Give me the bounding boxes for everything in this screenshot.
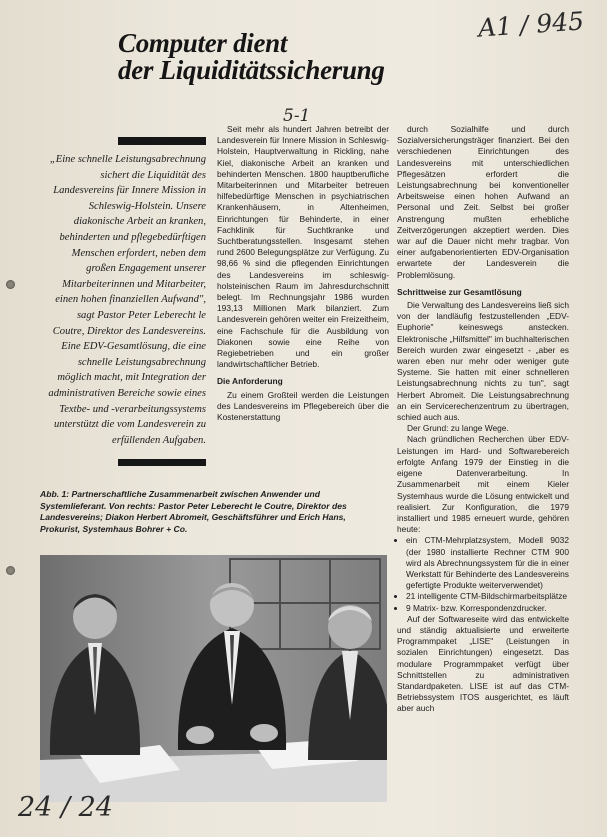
- lead-bottom-bar: [118, 459, 206, 466]
- lead-top-bar: [118, 137, 206, 145]
- body-paragraph: Der Grund: zu lange Wege.: [407, 423, 509, 434]
- body-paragraph: Die Verwaltung des Landesvereins ließ sich von der landläufig festzustellenden „EDV-Euphorie" keineswegs anstecken. Elektronische „Hilfsmittel" im buchhalterischen Bereich wurden zwar eingesetzt - „aber es waren eben nur mehr oder weniger gute Systeme. Sie hatten mit einer schnelleren Leistungsabrechnung nichts zu tun", sagt Herbert Abromeit. Die Leistungsabrechnung an ein Servicerechenzentrum zu übertragen, schied auch aus.: [397, 300, 570, 423]
- body-paragraph: Zu einem Großteil werden die Leistungen des Landesvereins im Pflegebereich über die Kostenerstattung: [217, 389, 389, 423]
- article-column-3: [397, 124, 569, 715]
- body-paragraph: durch Sozialhilfe und durch Sozialversicherungsträger finanziert. Bei den verschiedenen Einrichtungen des Landesvereins mit unterschiedlichen Pflegesätzen erfordert die Leistungsabrechnung bei konventioneller Arbeitsweise einen hohen Aufwand an Personal und Zeit. Selbst bei großer Anstrengung mußten erhebliche Zeitverzögerungen akzeptiert werden. Dies war auf die Dauer nicht mehr tragbar. Von einer aufgabenorientierten EDV-Organisation erwartete der Landesverein die Problemlösung.: [397, 124, 569, 280]
- section-heading: Schrittweise zur Gesamtlösung: [397, 286, 522, 297]
- list-item: • 21 intelligente CTM-Bildschirmarbeitsplätze: [406, 591, 569, 602]
- configuration-list: [397, 535, 569, 613]
- photo-illustration: [40, 555, 387, 802]
- lead-paragraph: „Eine schnelle Leistungsabrechnung sichert die Liquidität des Landesvereins für Innere Mission in Schleswig-Holstein. Unsere diakonische Arbeit an kranken, behinderten und pflegebedürftigen Menschen erfordert, neben dem großen Engagement unserer Mitarbeiterinnen und Mitarbeiter, einen hohen finanziellen Aufwand", sagt Pastor Peter Leberecht le Coutre, Direktor des Landesvereins. Eine EDV-Gesamtlösung, die eine schnelle Leistungsabrechnung möglich macht, mit Integration der administrativen Bereiche sowie eines Textbe- und -verarbeitungssystems unterstützt die vom Landesverein zu erfüllenden Aufgaben.: [48, 154, 206, 446]
- title-line-1: Computer dient: [118, 28, 288, 58]
- handwritten-mark: 5-1: [283, 106, 311, 126]
- punch-hole: [6, 280, 15, 289]
- body-paragraph: Nach gründlichen Recherchen über EDV-Leistungen im Hard- und Softwarebereich erfolgte Anfang 1979 der Einstieg in die eigene Datenverarbeitung. In Zusammenarbeit mit einem Kieler Systemhaus wurde die Lösung entwickelt und realisiert. Zur Konfiguration, die 1979 installiert und 1985 erneuert wurde, gehören heute:: [397, 434, 569, 535]
- punch-hole: [6, 566, 15, 575]
- section-heading: Die Anforderung: [217, 376, 283, 387]
- photo-caption: Abb. 1: Partnerschaftliche Zusammenarbeit zwischen Anwender und Systemlieferant. Von rechts: Pastor Peter Leberecht le Coutre, Direktor des Landesvereins; Diakon Herbert Abromeit, Geschäftsführer und Erich Hans, Prokurist, Systemhaus Bohrer + Co.: [40, 489, 347, 534]
- handwritten-reference: A1 / 945: [477, 6, 585, 43]
- article-column-2: [217, 124, 389, 423]
- body-paragraph: Auf der Softwareseite wird das entwickelte und ständig aktualisierte und erweiterte Programmpaket „LISE" (Leistungen in sozialen Einrichtungen) eingesetzt. Das modulare Programmpaket verfügt über Schnittstellen zu administrativen Standardpaketen. LISE ist auf das CTM-Betriebssystem ITOS ausgerichtet, es läuft aber auch: [397, 613, 569, 714]
- handwritten-page-number: 24 / 24: [18, 792, 113, 823]
- list-item: • ein CTM-Mehrplatzsystem, Modell 9032 (der 1980 installierte Rechner CTM 900 wird als Abrechnungssystem für die in einer Werkstatt für Behinderte des Landesvereins gefertigte Produkte weiterverwendet): [406, 535, 569, 591]
- article-title: [118, 30, 448, 84]
- title-line-2: der Liquiditätssicherung: [118, 55, 385, 85]
- list-item: • 9 Matrix- bzw. Korrespondenzdrucker.: [406, 603, 569, 614]
- body-paragraph: Seit mehr als hundert Jahren betreibt der Landesverein für Innere Mission in Schleswig-Holstein, Hauptverwaltung in Rickling, nahe Kiel, diakonische Arbeit an kranken und behinderten Menschen. 1800 hauptberufliche Mitarbeiterinnen und Mitarbeiter betreuen hilfebedürftige Menschen in psychiatrischen Krankenhäusern, in Altenheimen, Einrichtungen für Behinderte, in einer Fachklinik für Suchtkranke und Suchtberatungsstellen. Insgesamt stehen rund 2600 Belegungsplätze zur Verfügung. Zu 98,66 % sind die pflegenden Einrichtungen des Landesvereins im schleswig-holsteinischen Raum im Jahresdurchschnitt belegt. Im Rechnungsjahr 1986 wurden 193,13 Millionen Mark bilanziert. Zum Landesverein gehören weiter ein Freizeitheim, eine Fachschule für die Ausbildung von Diakonen sowie eine Reihe von Regiebetrieben und ein großer landwirtschaftlicher Betrieb.: [217, 124, 389, 370]
- article-photo: [40, 555, 387, 802]
